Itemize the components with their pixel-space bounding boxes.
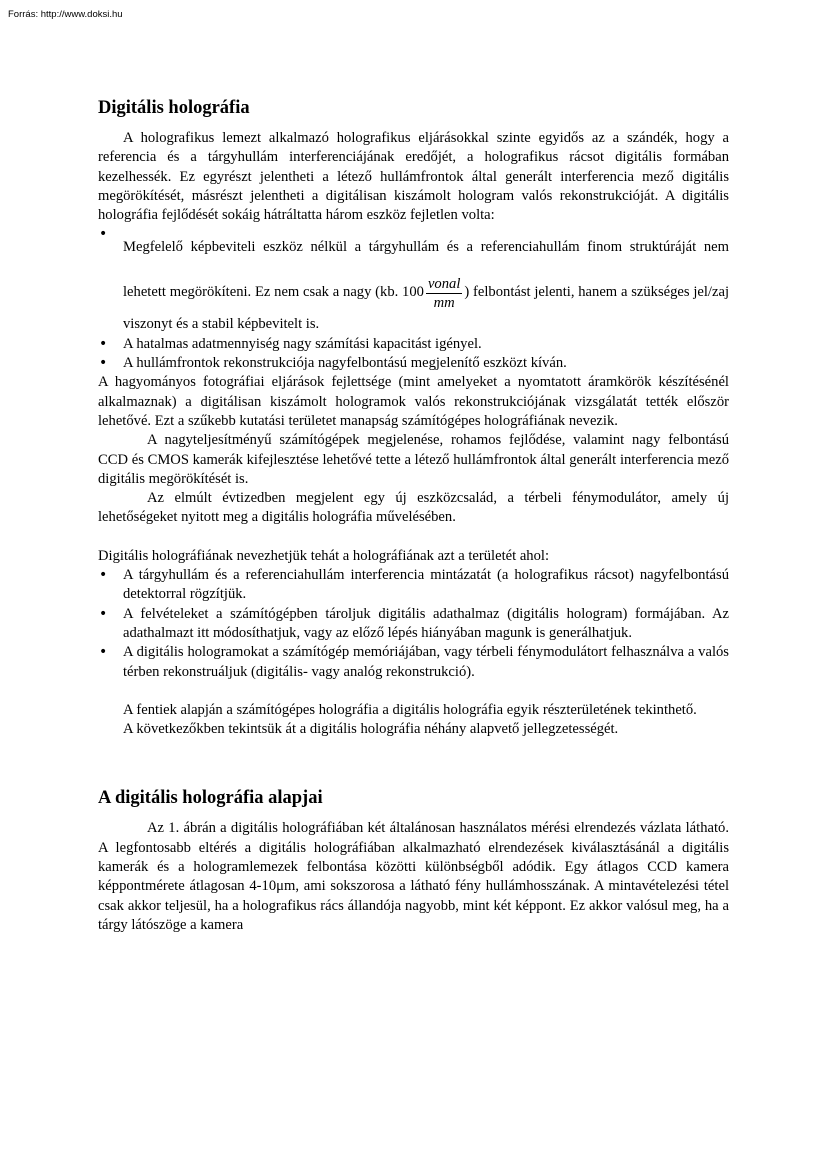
fraction-numerator: vonal <box>427 275 461 292</box>
list-item <box>98 225 729 334</box>
fraction-formula <box>426 275 462 312</box>
definition-list <box>98 566 729 682</box>
list-item: • A hullámfrontok rekonstrukciója nagyfelbontású megjelenítő eszközt kíván. <box>98 354 729 373</box>
obstacle-list <box>98 225 729 373</box>
list-item: • A digitális hologramokat a számítógép memóriájában, vagy térbeli fénymodulátort felhasználva a valós térben rekonstruáljuk (digitális- vagy analóg rekonstrukció). <box>98 643 729 682</box>
section-title: Digitális holográfia <box>98 98 250 118</box>
section-title: A digitális holográfia alapjai <box>98 788 323 809</box>
fraction-denominator: mm <box>433 294 455 311</box>
paragraph: A nagyteljesítményű számítógépek megjelenése, rohamos fejlődése, valamint nagy felbontású CCD és CMOS kamerák kifejlesztése lehetővé tette a létező hullámfrontok által generált interferencia mező digitális megörökítését is. <box>98 432 729 487</box>
list-item-text: Megfelelő képbeviteli eszköz nélkül a tárgyhullám és a referenciahullám finom struktúráját nem lehetett megörökíteni. Ez nem csak a nagy (kb. 100 <box>123 239 729 301</box>
list-item: • A felvételeket a számítógépben tároljuk digitális adathalmaz (digitális hologram) formájában. Az adathalmazt itt módosíthatjuk, vagy az előző lépés hiányában magunk is generálhatjuk. <box>98 605 729 644</box>
paragraph: Digitális holográfiának nevezhetjük tehát a holográfiának azt a területét ahol: <box>98 547 550 564</box>
paragraph: Az elmúlt évtizedben megjelent egy új eszközcsalád, a térbeli fénymodulátor, amely új lehetőségeket nyitott meg a digitális holográfia művelésében. <box>98 490 729 526</box>
list-item: • A tárgyhullám és a referenciahullám interferencia mintázatát (a holografikus rácsot) nagyfelbontású detektorral rögzítjük. <box>98 566 729 605</box>
list-item-text: ) felbontást jelenti, hanem a szükséges jel/zaj viszonyt és a stabil képbevitelt is. <box>123 284 729 333</box>
paragraph: A fentiek alapján a számítógépes holográfia a digitális holográfia egyik részterületének tekinthető. <box>123 701 697 718</box>
page-content <box>98 96 729 935</box>
paragraph: A hagyományos fotográfiai eljárások fejlettsége (mint amelyeket a nyomtatott áramkörök készítésénél alkalmaznak) a digitálisan kiszámolt hologramok valós rekonstrukciójának vizsgálatát tették először lehetővé. Ezt a szűkebb kutatási területet manapság számítógépes holográfiának nevezik. <box>98 374 729 429</box>
list-item: • A hatalmas adatmennyiség nagy számítási kapacitást igényel. <box>98 335 729 354</box>
source-url: Forrás: http://www.doksi.hu <box>8 9 123 20</box>
paragraph: Az 1. ábrán a digitális holográfiában két általánosan használatos mérési elrendezés vázlata látható. A legfontosabb eltérés a digitális holográfiában alkalmazható elrendezések kiválasztásánál a digitális kamerák és a hologramlemezek felbontása közötti különbségből adódik. Egy átlagos CCD kamera képpontmérete átlagosan 4-10μm, ami sokszorosa a látható fény hullámhosszának. A mintavételezési tétel csak akkor teljesül, ha a holografikus rács állandója nagyobb, mint két képpont. Ez akkor valósul meg, ha a tárgy látószöge a kamera <box>98 820 729 933</box>
paragraph: A következőkben tekintsük át a digitális holográfia néhány alapvető jellegzetességét. <box>123 721 619 738</box>
intro-paragraph: A holografikus lemezt alkalmazó holografikus eljárásokkal szinte egyidős az a szándék, hogy a referencia és a tárgyhullám interferenciájának eredőjét, a holografikus rácsot digitális formában kezelhessék. Ez egyrészt jelentheti a létező hullámfrontok által generált interferencia mező digitális megörökítését, másrészt jelentheti a digitálisan kiszámolt hologram valós rekonstrukcióját. A digitális holográfia fejlődését sokáig hátráltatta három eszköz fejletlen volta: <box>98 130 729 224</box>
